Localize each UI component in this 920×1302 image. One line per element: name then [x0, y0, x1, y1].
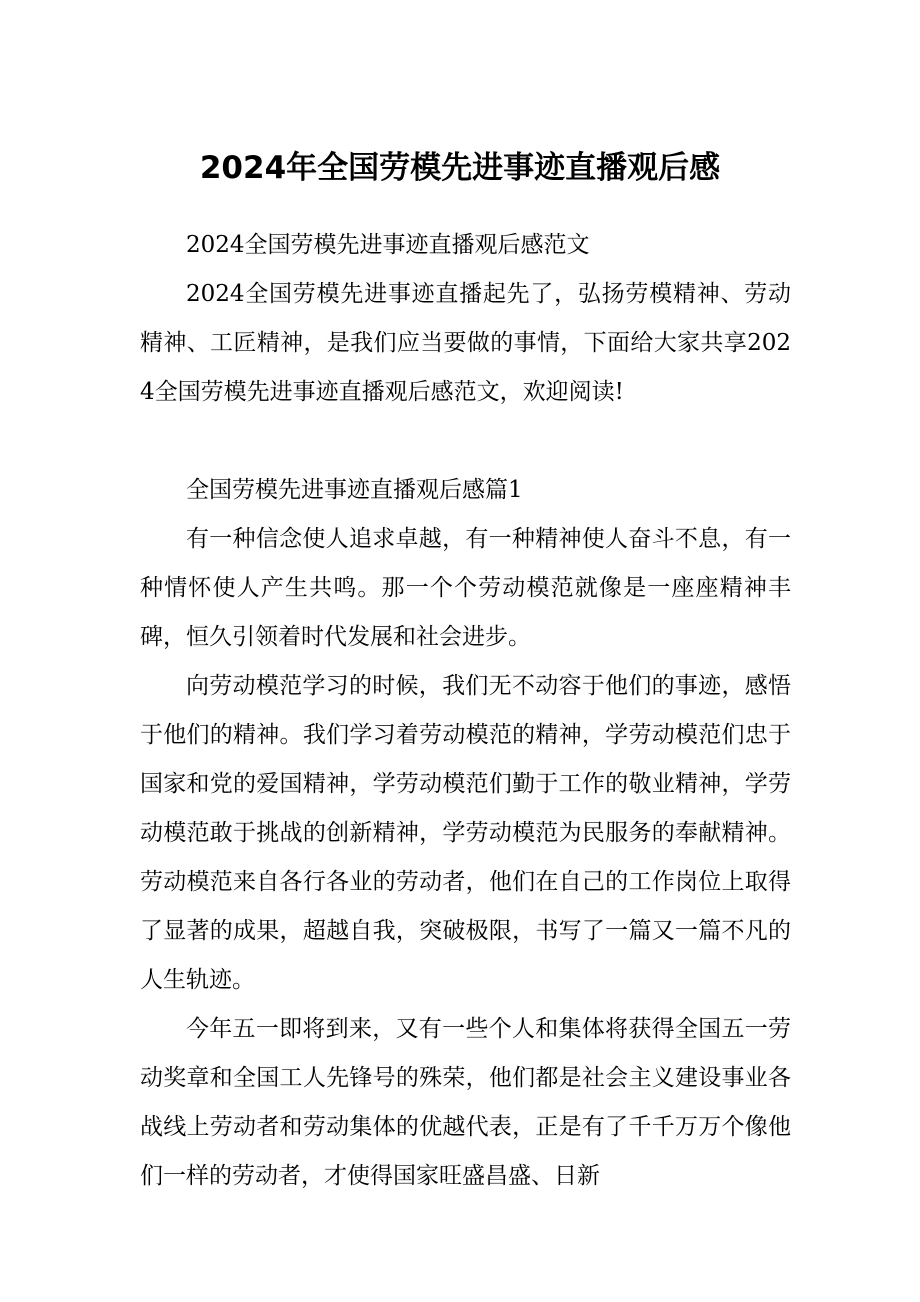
paragraph-spacer: [140, 417, 791, 466]
body-paragraph: 今年五一即将到来，又有一些个人和集体将获得全国五一劳动奖章和全国工人先锋号的殊荣，他们都是社会主义建设事业各战线上劳动者和劳动集体的优越代表，正是有了千千万万个像他们一样的劳动者，才使得国家旺盛昌盛、日新: [140, 1016, 791, 1189]
body-paragraph: 向劳动模范学习的时候，我们无不动容于他们的事迹，感悟于他们的精神。我们学习着劳动模范的精神，学劳动模范们忠于国家和党的爱国精神，学劳动模范们勤于工作的敬业精神，学劳动模范敢于挑战的创新精神，学劳动模范为民服务的奉献精神。劳动模范来自各行各业的劳动者，他们在自己的工作岗位上取得了显著的成果，超越自我，突破极限，书写了一篇又一篇不凡的人生轨迹。: [140, 673, 791, 993]
subtitle-paragraph: 2024全国劳模先进事迹直播观后感范文: [186, 232, 590, 258]
document-title: 2024年全国劳模先进事迹直播观后感: [199, 150, 721, 186]
intro-paragraph: 2024全国劳模先进事迹直播起先了，弘扬劳模精神、劳动精神、工匠精神，是我们应当要做的事情，下面给大家共享2024全国劳模先进事迹直播观后感范文，欢迎阅读!: [140, 281, 791, 405]
section-heading: 全国劳模先进事迹直播观后感篇1: [186, 477, 523, 503]
document-body: [140, 221, 791, 1201]
body-paragraph: 有一种信念使人追求卓越，有一种精神使人奋斗不息，有一种情怀使人产生共鸣。那一个个劳动模范就像是一座座精神丰碑，恒久引领着时代发展和社会进步。: [140, 526, 791, 650]
